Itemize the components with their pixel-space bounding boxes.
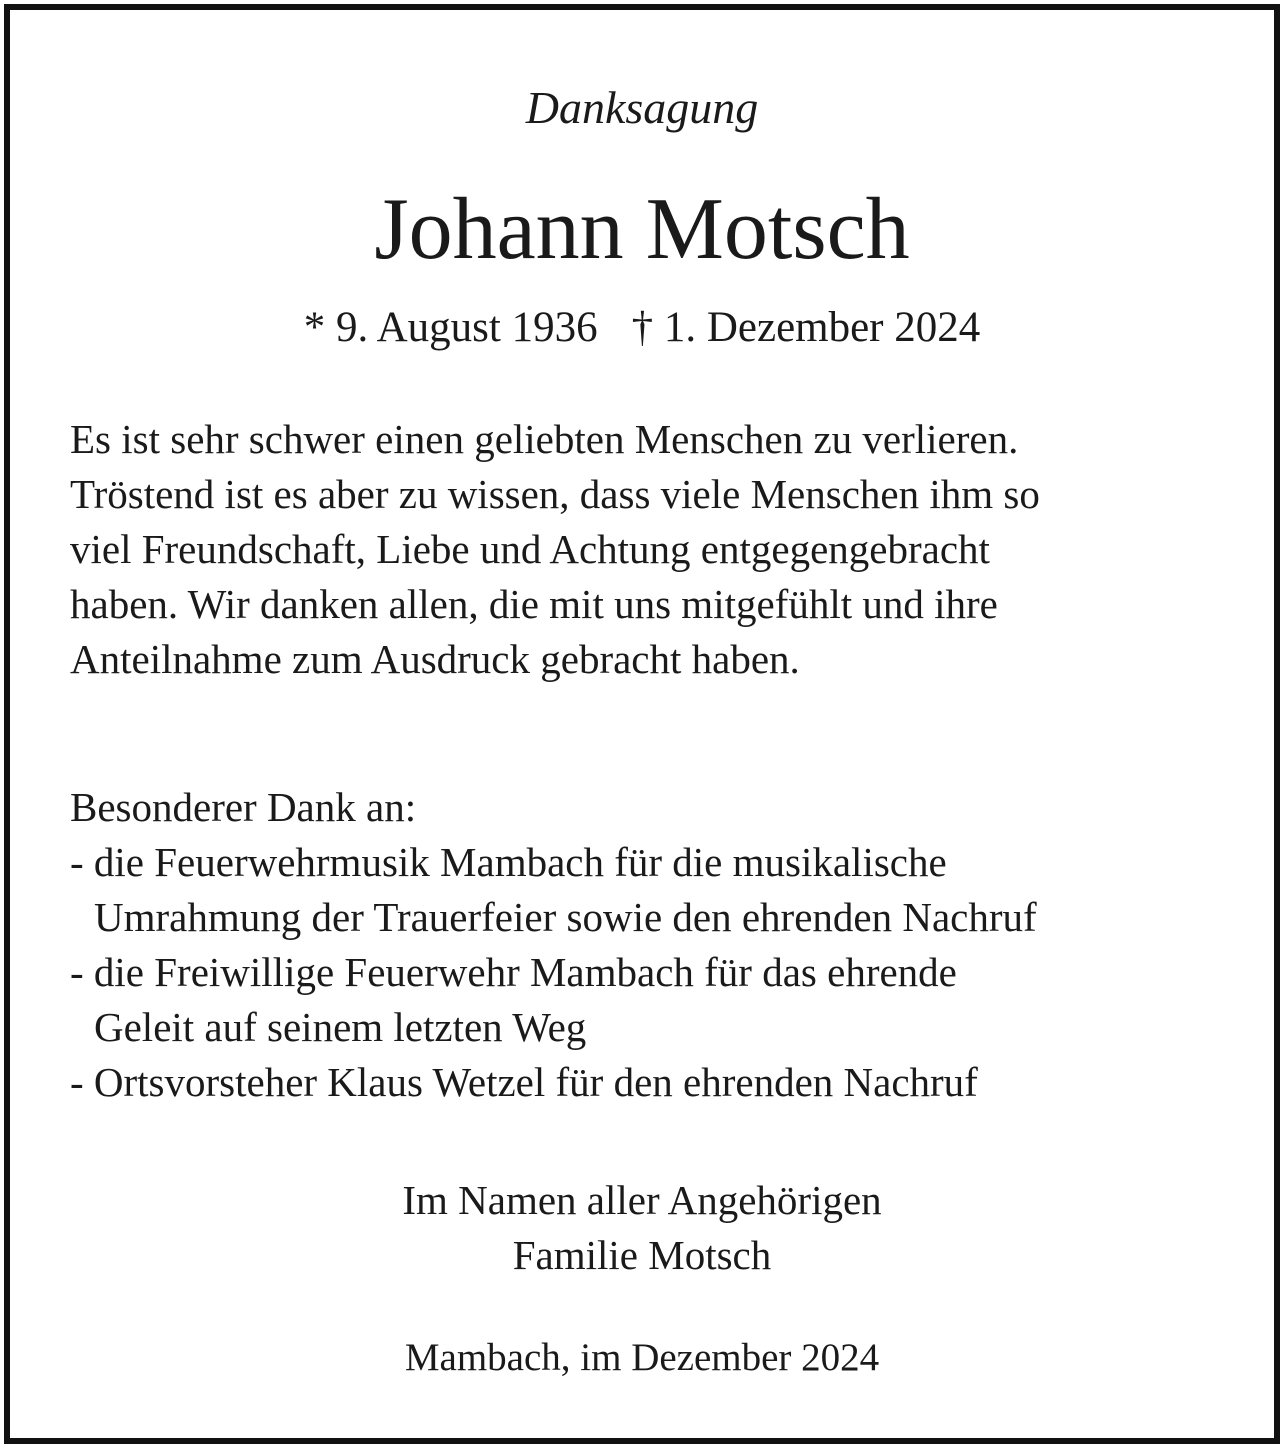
special-thanks <box>70 780 1234 1110</box>
birth-date: * 9. August 1936 <box>303 304 598 351</box>
life-dates <box>10 298 1274 358</box>
thanks-item: - Ortsvorsteher Klaus Wetzel für den ehrenden Nachruf <box>70 1059 978 1105</box>
thanks-item: - die Freiwillige Feuerwehr Mambach für das ehrende <box>70 949 957 995</box>
paragraph-line: Tröstend ist es aber zu wissen, dass viele Menschen ihm so <box>70 471 1040 517</box>
special-thanks-heading: Besonderer Dank an: <box>70 784 417 830</box>
notice-frame <box>4 4 1280 1444</box>
thanks-item-continuation: Geleit auf seinem letzten Weg <box>94 1004 587 1050</box>
signature-block <box>10 1173 1274 1283</box>
paragraph-line: Es ist sehr schwer einen geliebten Menschen zu verlieren. <box>70 416 1019 462</box>
notice-heading: Danksagung <box>525 82 759 133</box>
signature-line: Im Namen aller Angehörigen <box>402 1177 882 1223</box>
thanks-item: - die Feuerwehrmusik Mambach für die musikalische <box>70 839 947 885</box>
death-date: † 1. Dezember 2024 <box>631 304 981 351</box>
paragraph-line: haben. Wir danken allen, die mit uns mitgefühlt und ihre <box>70 581 998 627</box>
notice-content <box>10 10 1274 1438</box>
thanks-item-continuation: Umrahmung der Trauerfeier sowie den ehrenden Nachruf <box>94 894 1037 940</box>
family-name: Familie Motsch <box>512 1232 772 1278</box>
paragraph-line: viel Freundschaft, Liebe und Achtung entgegengebracht <box>70 526 990 572</box>
place-date: Mambach, im Dezember 2024 <box>404 1336 880 1379</box>
thanks-paragraph <box>70 412 1234 687</box>
deceased-name: Johann Motsch <box>374 181 910 278</box>
paragraph-line: Anteilnahme zum Ausdruck gebracht haben. <box>70 636 800 682</box>
